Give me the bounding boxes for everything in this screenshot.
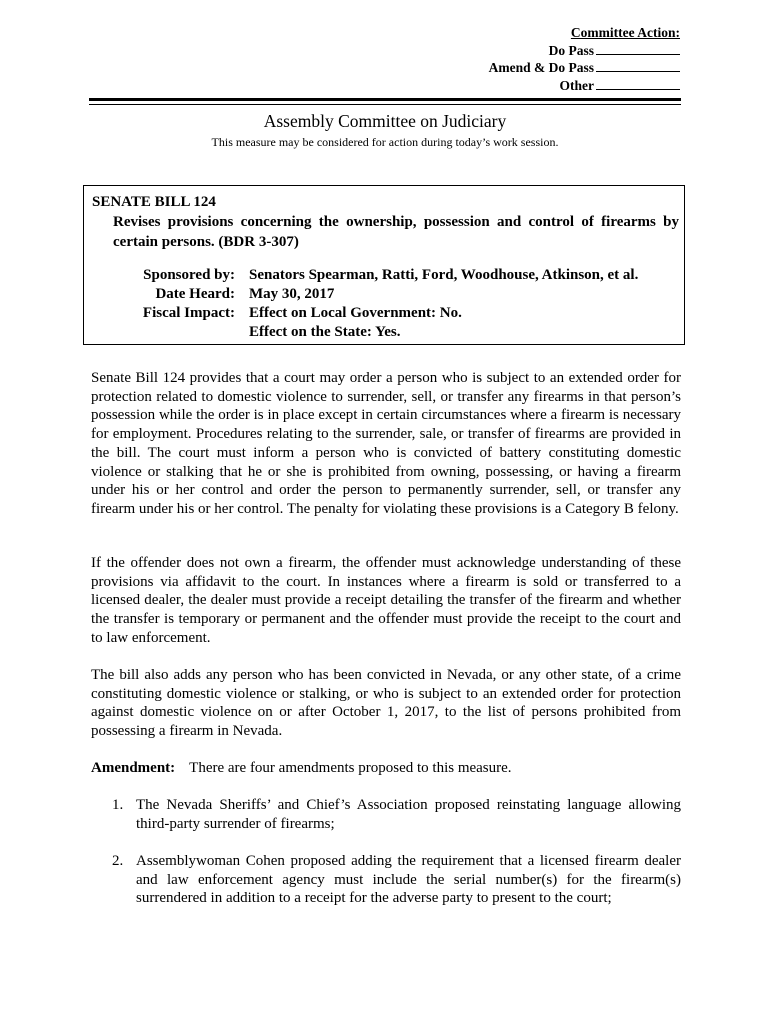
bill-summary-box [83, 185, 685, 345]
bill-number: SENATE BILL 124 [92, 194, 216, 210]
amendment-intro [91, 759, 681, 778]
option-label: Amend & Do Pass [488, 60, 594, 75]
committee-action-option-amend-do-pass [489, 59, 680, 77]
committee-action-option-do-pass [489, 42, 680, 60]
paragraph-summary: Senate Bill 124 provides that a court may order a person who is subject to an extended order for protection related to domestic violence to surrender, sell, or transfer any firearms in that person’s possession while the order is in place except in certain circumstances where a firearm is necessary for employment. Procedures relating to the surrender, sale, or transfer of firearms are provided in the bill. The court must inform a person who is convicted of battery constituting domestic violence or stalking that he or she is prohibited from owning, possessing, or having a firearm under his or her control and order the person to permanently surrender, sell, or transfer any firearm under his or her control. The penalty for violating these provisions is a Category B felony. [91, 370, 681, 517]
committee-action-option-other [489, 77, 680, 95]
committee-action-block [489, 24, 680, 94]
fiscal-label: Fiscal Impact: [142, 305, 235, 321]
amendment-text: There are four amendments proposed to this measure. [189, 760, 512, 776]
paragraph-affidavit: If the offender does not own a firearm, the offender must acknowledge understanding of these provisions via affidavit to the court. In instances where a firearm is sold or transferred to a licensed dealer, the dealer must provide a receipt detailing the transfer of the firearm and whether the transfer is temporary or permanent and the offender must provide the receipt to the court and to law enforcement. [91, 555, 681, 646]
blank-line [596, 77, 680, 90]
bill-description: Revises provisions concerning the ownership, possession and control of firearms by certain persons. (BDR 3-307) [113, 214, 679, 250]
date-value: May 30, 2017 [249, 286, 335, 302]
option-label: Other [559, 77, 594, 93]
fiscal-local: Effect on Local Government: No. [249, 305, 462, 321]
header-rule-thick [89, 98, 681, 101]
amendment-item [112, 852, 681, 908]
amendment-item [112, 796, 681, 833]
amendment-item-text: The Nevada Sheriffs’ and Chief’s Association proposed reinstating language allowing third-party surrender of firearms; [136, 797, 681, 832]
amendment-item-text: Assemblywoman Cohen proposed adding the requirement that a licensed firearm dealer and law enforcement agency must include the serial number(s) for the firearm(s) surrendered in addition to a receipt for the adverse party to present to the court; [136, 853, 681, 907]
amendment-label: Amendment: [91, 760, 176, 776]
blank-line [596, 42, 680, 55]
amendment-number: 1. [112, 797, 124, 813]
fiscal-state: Effect on the State: Yes. [249, 324, 401, 340]
sponsored-label: Sponsored by: [143, 267, 235, 283]
amendment-number: 2. [112, 853, 124, 869]
blank-line [596, 59, 680, 72]
date-label: Date Heard: [155, 286, 235, 302]
committee-title: Assembly Committee on Judiciary [263, 111, 507, 131]
option-label: Do Pass [548, 42, 594, 58]
committee-action-title: Committee Action: [570, 25, 680, 40]
session-note: This measure may be considered for action during today’s work session. [211, 135, 559, 149]
paragraph-prohibited-persons: The bill also adds any person who has been convicted in Nevada, or any other state, of a crime constituting domestic violence or stalking, or who is subject to an extended order for protection against domestic violence on or after October 1, 2017, to the list of persons prohibited from possessing a firearm in Nevada. [91, 667, 681, 740]
header-rule-thin [89, 104, 681, 105]
sponsored-value: Senators Spearman, Ratti, Ford, Woodhouse, Atkinson, et al. [249, 267, 639, 283]
